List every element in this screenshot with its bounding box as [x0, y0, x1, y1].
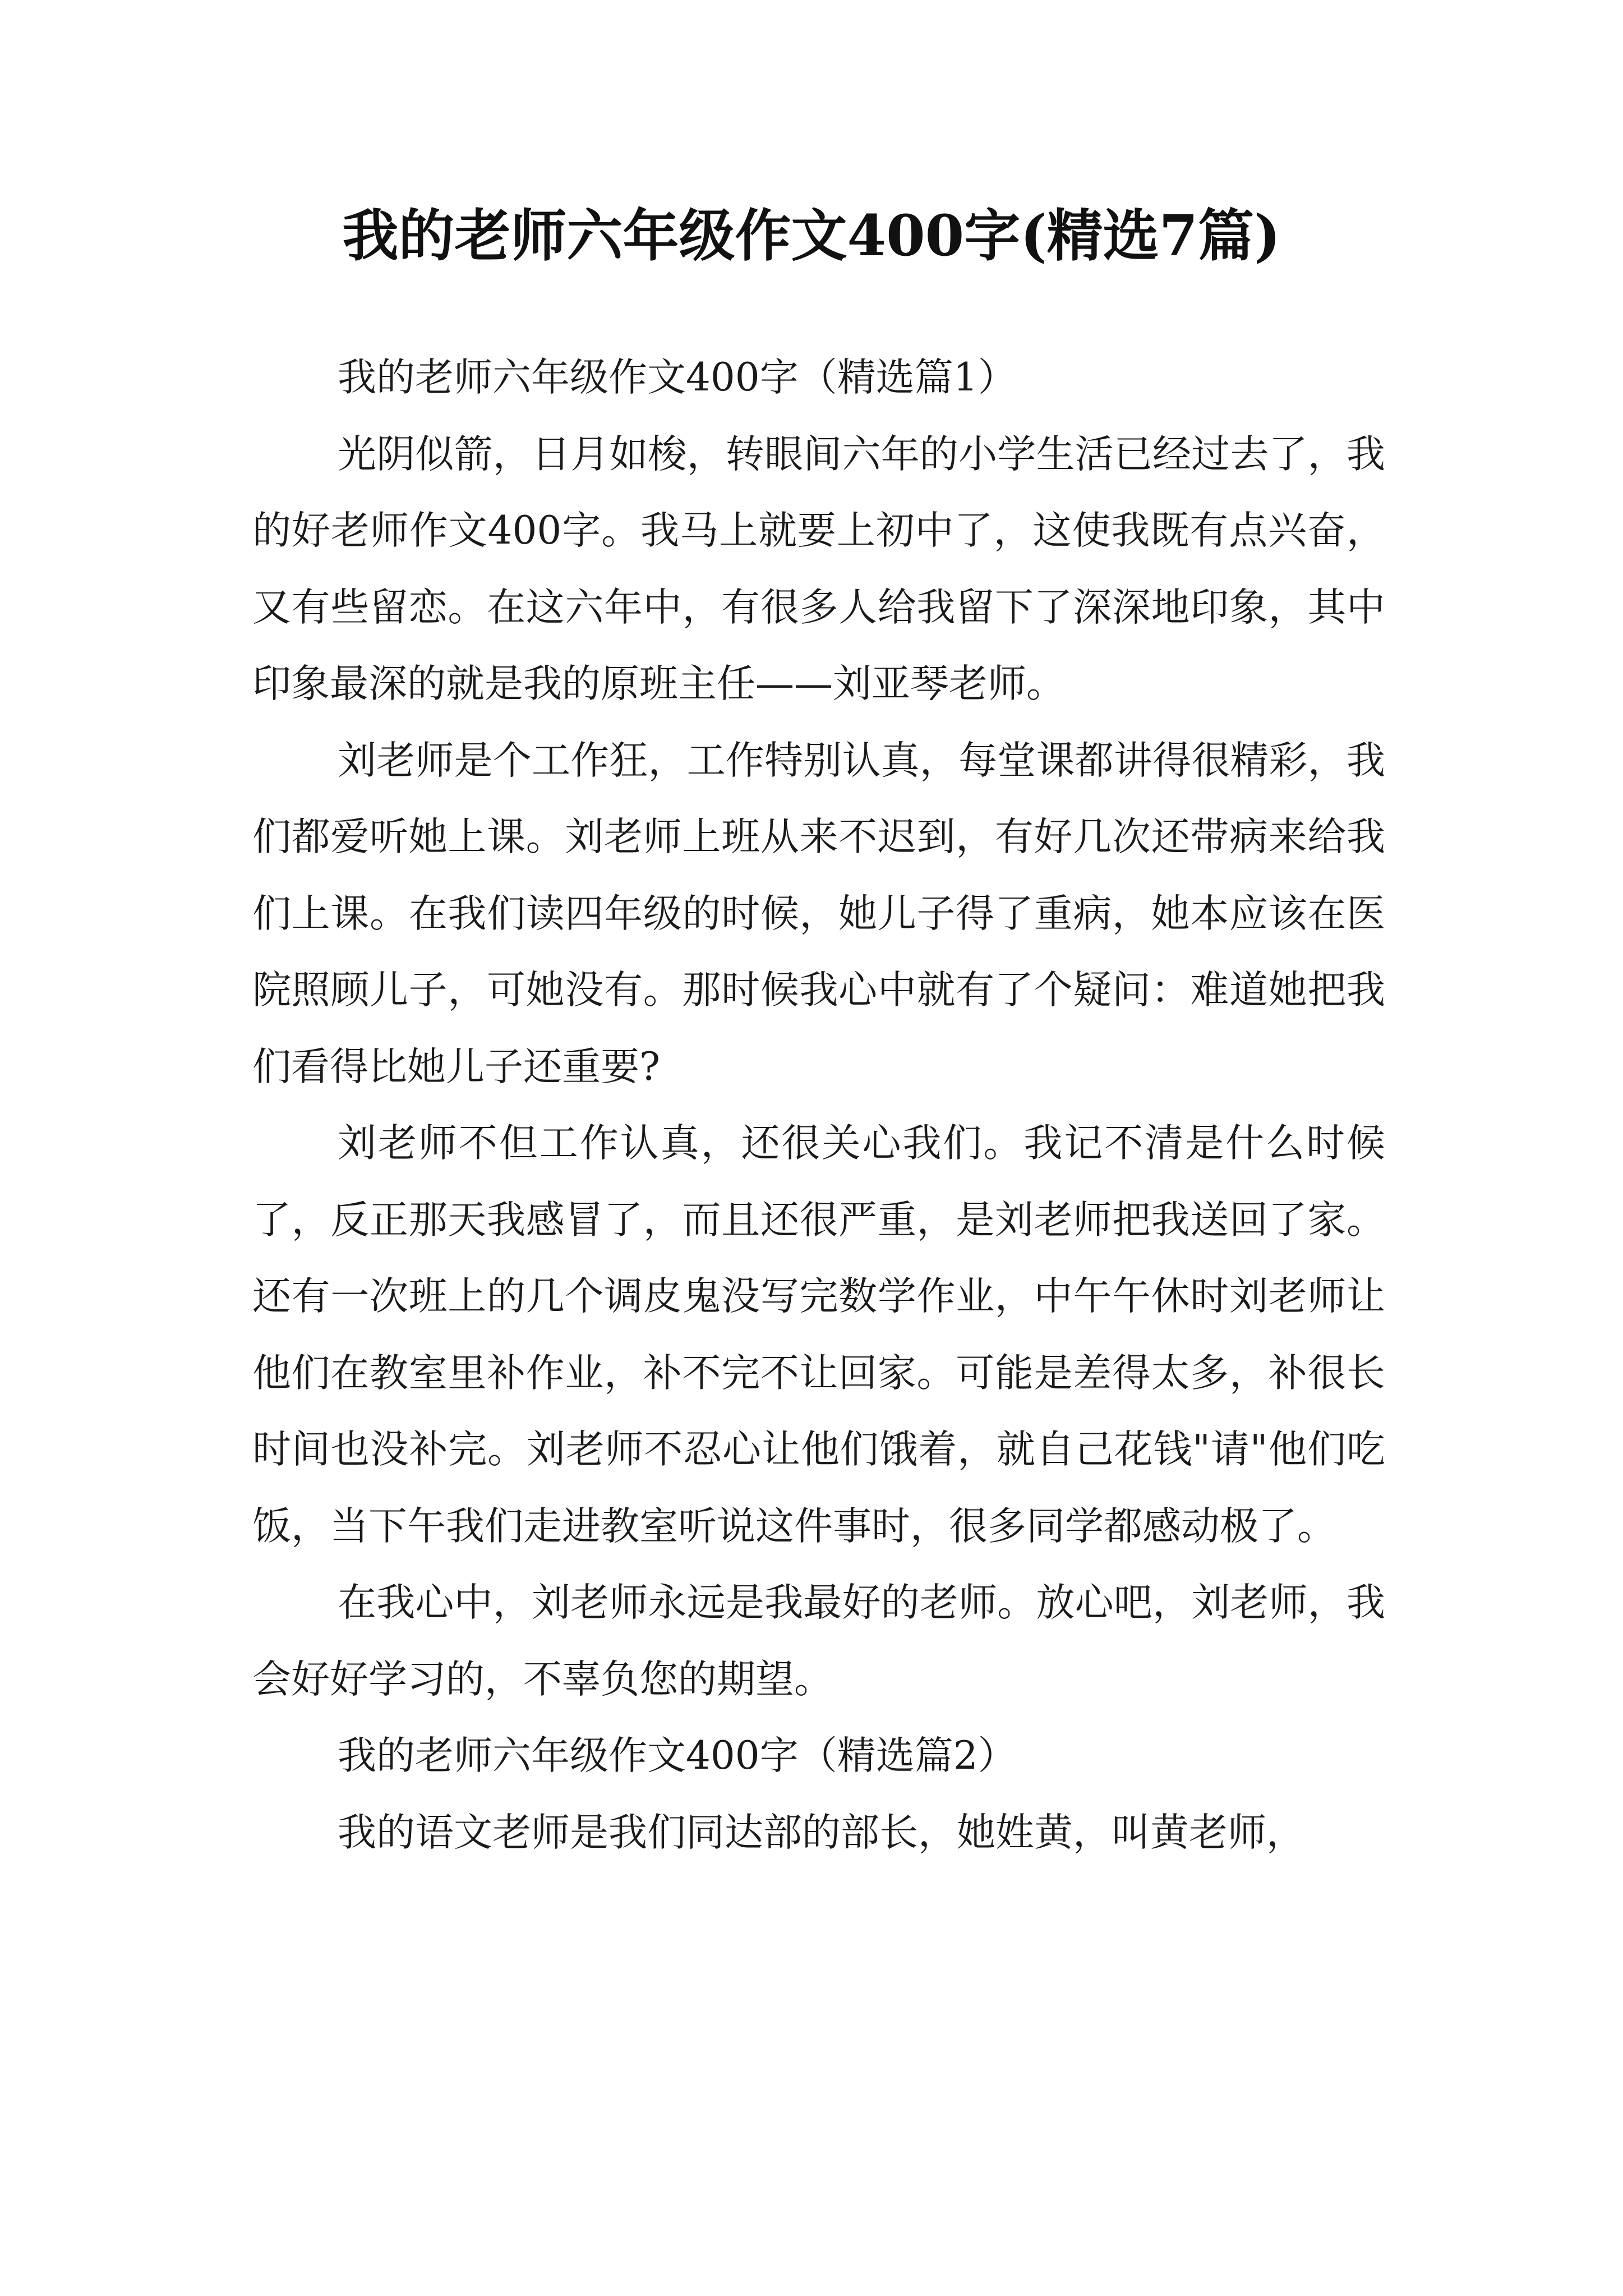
- document-title: 我的老师六年级作文400字(精选7篇): [342, 203, 1281, 269]
- paragraph: 刘老师不但工作认真，还很关心我们。我记不清是什么时候了，反正那天我感冒了，而且还很严重，是刘老师把我送回了家。还有一次班上的几个调皮鬼没写完数学作业，中午午休时刘老师让他们在教室里补作业，补不完不让回家。可能是差得太多，补很长时间也没补完。刘老师不忍心让他们饿着，就自己花钱"请"他们吃饭，当下午我们走进教室听说这件事时，很多同学都感动极了。: [252, 1121, 1385, 1549]
- section-heading-1: 我的老师六年级作文400字（精选篇1）: [338, 355, 1017, 400]
- section-heading-2: 我的老师六年级作文400字（精选篇2）: [338, 1733, 1017, 1778]
- paragraph: 在我心中，刘老师永远是我最好的老师。放心吧，刘老师，我会好好学习的，不辜负您的期望。: [252, 1580, 1385, 1702]
- paragraph: 光阴似箭，日月如梭，转眼间六年的小学生活已经过去了，我的好老师作文400字。我马上就要上初中了，这使我既有点兴奋，又有些留恋。在这六年中，有很多人给我留下了深深地印象，其中印象最深的就是我的原班主任——刘亚琴老师。: [252, 431, 1385, 706]
- paragraph: 我的语文老师是我们同达部的部长，她姓黄，叫黄老师，: [338, 1810, 1305, 1855]
- document-body: [252, 339, 1385, 1871]
- paragraph: 刘老师是个工作狂，工作特别认真，每堂课都讲得很精彩，我们都爱听她上课。刘老师上班从来不迟到，有好几次还带病来给我们上课。在我们读四年级的时候，她儿子得了重病，她本应该在医院照顾儿子，可她没有。那时候我心中就有了个疑问：难道她把我们看得比她儿子还重要?: [252, 738, 1385, 1089]
